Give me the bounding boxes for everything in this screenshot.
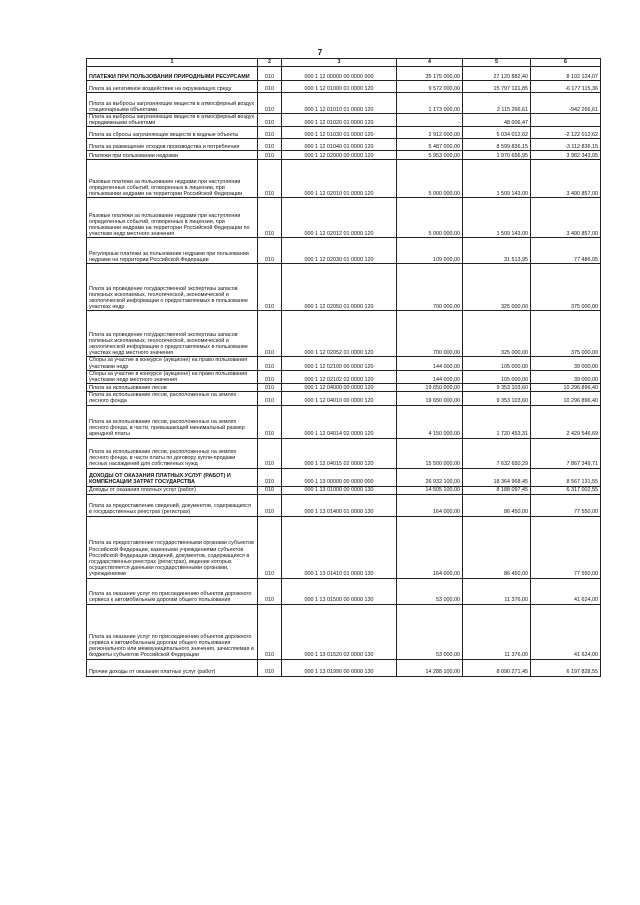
line-code: 010 [258,578,282,604]
row-name: Разовые платежи за пользование недрами при наступлении определенных событий, оговоренных в лицензии, при пользовании недрами на территории Российской Федерации [87,160,258,198]
budget-code: 000 1 13 00000 00 0000 000 [282,468,397,486]
budget-code: 000 1 12 01010 01 0000 120 [282,93,397,114]
diff-amount: 8 567 131,55 [531,468,601,486]
plan-amount: 15 500 000,00 [397,438,463,468]
diff-amount: 3 490 857,00 [531,160,601,198]
table-row [87,81,601,93]
fact-amount: 8 599 836,15 [463,139,531,151]
row-name: Плата за проведение государственной экспертизы запасов полезных ископаемых, геологической, экономической и экологической информации о предоставляемых в пользование участках недр [87,264,258,311]
diff-amount: 2 429 546,69 [531,405,601,438]
budget-code: 000 1 12 01000 01 0000 120 [282,81,397,93]
row-name: Сборы за участие в конкурсе (аукционе) на право пользования участками недр [87,357,258,370]
row-name: Разовые платежи за пользование недрами при наступлении определенных событий, оговоренных в лицензии, при пользовании недрами на территории Российской Федерации по участкам недр местного значения [87,198,258,238]
diff-amount: -942 266,61 [531,93,601,114]
row-name: Плата за предоставление сведений, документов, содержащихся в государственных реестрах (регистрах) [87,494,258,516]
table-row [87,392,601,405]
line-code: 010 [258,659,282,676]
budget-code: 000 1 12 04015 02 0000 120 [282,438,397,468]
plan-amount: 19 650 000,00 [397,392,463,405]
row-name: Доходы от оказания платных услуг (работ) [87,486,258,494]
table-row [87,127,601,139]
line-code: 010 [258,151,282,160]
row-name: ПЛАТЕЖИ ПРИ ПОЛЬЗОВАНИИ ПРИРОДНЫМИ РЕСУРСАМИ [87,67,258,81]
fact-amount: 18 364 968,45 [463,468,531,486]
line-code: 010 [258,468,282,486]
diff-amount: 8 102 124,07 [531,67,601,81]
fact-amount: 11 376,00 [463,604,531,659]
fact-amount: 5 034 012,62 [463,127,531,139]
row-name: Регулярные платежи за пользование недрами при пользовании недрами на территории Российской Федерации [87,238,258,264]
table-row [87,659,601,676]
table-row [87,311,601,357]
line-code: 010 [258,311,282,357]
fact-amount: 8 188 097,45 [463,486,531,494]
plan-amount: 144 000,00 [397,370,463,383]
line-code: 010 [258,494,282,516]
row-name: Плата за выбросы загрязняющих веществ в атмосферный воздух стационарными объектами [87,93,258,114]
plan-amount: 164 000,00 [397,494,463,516]
plan-amount: 144 000,00 [397,357,463,370]
table-row [87,67,601,81]
table-row [87,604,601,659]
table-row [87,468,601,486]
table-row [87,438,601,468]
fact-amount: 105 000,00 [463,357,531,370]
budget-code: 000 1 13 01500 00 0000 130 [282,578,397,604]
header-cell: 3 [282,59,397,67]
plan-amount: 5 953 000,00 [397,151,463,160]
fact-amount: 105 000,00 [463,370,531,383]
diff-amount: 39 000,00 [531,370,601,383]
row-name: Плата за негативное воздействие на окружающую среду [87,81,258,93]
line-code: 010 [258,392,282,405]
budget-code: 000 1 12 01040 01 0000 120 [282,139,397,151]
plan-amount: 53 000,00 [397,604,463,659]
table-row [87,370,601,383]
fact-amount: 325 000,00 [463,264,531,311]
diff-amount: 77 486,05 [531,238,601,264]
row-name: Прочие доходы от оказания платных услуг (работ) [87,659,258,676]
budget-code: 000 1 12 02100 00 0000 120 [282,357,397,370]
budget-code: 000 1 12 02012 01 0000 120 [282,198,397,238]
page-number: 7 [317,48,323,57]
diff-amount: 6 317 002,55 [531,486,601,494]
table-row [87,384,601,392]
line-code: 010 [258,93,282,114]
diff-amount [531,114,601,127]
budget-code: 000 1 12 02052 01 0000 120 [282,311,397,357]
table-row [87,264,601,311]
plan-amount: 53 000,00 [397,578,463,604]
row-name: Плата за выбросы загрязняющих веществ в атмосферный воздух передвижными объектами [87,114,258,127]
row-name: Плата за проведение государственной экспертизы запасов полезных ископаемых, геологической, экономической и экологической информации о предоставляемых в пользование участках недр местного значения [87,311,258,357]
table-row [87,405,601,438]
fact-amount: 9 353 103,60 [463,392,531,405]
line-code: 010 [258,604,282,659]
budget-code: 000 1 12 04014 02 0000 120 [282,405,397,438]
plan-amount: 19 650 000,00 [397,384,463,392]
plan-amount: 26 932 100,00 [397,468,463,486]
plan-amount: 14 505 100,00 [397,486,463,494]
budget-code: 000 1 12 04000 00 0000 120 [282,384,397,392]
table-row [87,494,601,516]
line-code: 010 [258,238,282,264]
row-name: Плата за использование лесов, расположенных на землях лесного фонда, в части, превышающей минимальный размер арендной платы [87,405,258,438]
budget-code: 000 1 12 04010 00 0000 120 [282,392,397,405]
budget-code: 000 1 12 02050 01 0000 120 [282,264,397,311]
header-cell: 4 [397,59,463,67]
plan-amount: 2 912 000,00 [397,127,463,139]
diff-amount: 10 296 896,40 [531,384,601,392]
plan-amount: 109 000,00 [397,238,463,264]
line-code: 010 [258,405,282,438]
fact-amount: 1 970 656,95 [463,151,531,160]
fact-amount: 15 797 121,85 [463,81,531,93]
diff-amount: 375 000,00 [531,264,601,311]
diff-amount: -2 122 012,62 [531,127,601,139]
budget-code: 000 1 13 01990 00 0000 130 [282,659,397,676]
line-code: 010 [258,160,282,198]
plan-amount: 5 000 000,00 [397,198,463,238]
diff-amount: 77 550,00 [531,516,601,578]
plan-amount: 164 000,00 [397,516,463,578]
header-cell: 2 [258,59,282,67]
row-name: Сборы за участие в конкурсе (аукционе) на право пользования участками недр местного значения [87,370,258,383]
line-code: 010 [258,516,282,578]
fact-amount: 48 006,47 [463,114,531,127]
fact-amount: 1 509 143,00 [463,198,531,238]
fact-amount: 31 513,95 [463,238,531,264]
revenue-table [86,58,601,677]
table-row [87,93,601,114]
line-code: 010 [258,357,282,370]
row-name: Плата за сбросы загрязняющих веществ в водные объекты [87,127,258,139]
budget-code: 000 1 13 01000 00 0000 130 [282,486,397,494]
row-name: Плата за использование лесов [87,384,258,392]
budget-code: 000 1 12 02010 01 0000 120 [282,160,397,198]
table-row [87,151,601,160]
plan-amount: - [397,114,463,127]
fact-amount: 1 509 143,00 [463,160,531,198]
diff-amount: 41 624,00 [531,604,601,659]
row-name: Платежи при пользовании недрами [87,151,258,160]
row-name: Плата за оказание услуг по присоединению объектов дорожного сервиса к автомобильным дорогам общего пользования [87,578,258,604]
diff-amount: 3 490 857,00 [531,198,601,238]
header-cell: 5 [463,59,531,67]
table-row [87,114,601,127]
budget-code: 000 1 13 01410 01 0000 130 [282,516,397,578]
fact-amount: 9 353 103,60 [463,384,531,392]
diff-amount: 41 624,00 [531,578,601,604]
header-row [87,59,601,67]
line-code: 010 [258,139,282,151]
plan-amount: 5 000 000,00 [397,160,463,198]
row-name: Плата за оказание услуг по присоединению объектов дорожного сервиса к автомобильным дорогам общего пользования регионального или межмуниципального значения, зачисляемая в бюджеты субъектов Российской Федерации [87,604,258,659]
fact-amount: 8 090 271,45 [463,659,531,676]
table-row [87,578,601,604]
table-row [87,198,601,238]
table-row [87,238,601,264]
table-row [87,516,601,578]
fact-amount: 27 120 882,40 [463,67,531,81]
line-code: 010 [258,384,282,392]
diff-amount: 375 000,00 [531,311,601,357]
line-code: 010 [258,67,282,81]
budget-code: 000 1 12 01030 01 0000 120 [282,127,397,139]
plan-amount: 9 572 000,00 [397,81,463,93]
line-code: 010 [258,370,282,383]
fact-amount: 325 000,00 [463,311,531,357]
header-cell: 6 [531,59,601,67]
diff-amount: 7 867 349,71 [531,438,601,468]
diff-amount: 6 197 828,55 [531,659,601,676]
table-row [87,357,601,370]
line-code: 010 [258,264,282,311]
row-name: Плата за использование лесов, расположенных на землях лесного фонда [87,392,258,405]
header-cell: 1 [87,59,258,67]
line-code: 010 [258,127,282,139]
budget-code: 000 1 13 01400 01 0000 130 [282,494,397,516]
diff-amount: 10 296 896,40 [531,392,601,405]
row-name: Плата за предоставление государственными органами субъектов Российской Федерации, казенными учреждениями субъектов Российской Федерации сведений, документов, содержащихся в государственных реестрах (регистрах), ведение которых осуществляется данными государственными органами, учреждениями [87,516,258,578]
plan-amount: 700 000,00 [397,311,463,357]
table-row [87,139,601,151]
plan-amount: 14 288 100,00 [397,659,463,676]
budget-code: 000 1 12 00000 00 0000 000 [282,67,397,81]
budget-code: 000 1 12 02030 01 0000 120 [282,238,397,264]
plan-amount: 35 175 000,00 [397,67,463,81]
fact-amount: 1 720 453,31 [463,405,531,438]
budget-code: 000 1 12 02102 02 0000 120 [282,370,397,383]
plan-amount: 4 150 000,00 [397,405,463,438]
budget-code: 000 1 12 02000 00 0000 120 [282,151,397,160]
plan-amount: 5 487 000,00 [397,139,463,151]
diff-amount: -3 112 836,15 [531,139,601,151]
budget-code: 000 1 13 01520 02 0000 130 [282,604,397,659]
plan-amount: 1 173 000,00 [397,93,463,114]
table-row [87,486,601,494]
line-code: 010 [258,81,282,93]
diff-amount: -6 177 115,36 [531,81,601,93]
fact-amount: 86 450,00 [463,516,531,578]
diff-amount: 77 550,00 [531,494,601,516]
plan-amount: 700 000,00 [397,264,463,311]
fact-amount: 11 376,00 [463,578,531,604]
fact-amount: 2 115 266,61 [463,93,531,114]
row-name: ДОХОДЫ ОТ ОКАЗАНИЯ ПЛАТНЫХ УСЛУГ (РАБОТ) И КОМПЕНСАЦИИ ЗАТРАТ ГОСУДАРСТВА [87,468,258,486]
row-name: Плата за использование лесов, расположенных на землях лесного фонда, в части платы по договору купли-продажи лесных насаждений для собственных нужд [87,438,258,468]
line-code: 010 [258,438,282,468]
fact-amount: 86 450,00 [463,494,531,516]
line-code: 010 [258,486,282,494]
budget-code: 000 1 12 01020 01 0000 120 [282,114,397,127]
diff-amount: 39 000,00 [531,357,601,370]
fact-amount: 7 632 650,29 [463,438,531,468]
line-code: 010 [258,198,282,238]
line-code: 010 [258,114,282,127]
diff-amount: 3 982 343,05 [531,151,601,160]
row-name: Плата за размещение отходов производства и потребления [87,139,258,151]
table-row [87,160,601,198]
